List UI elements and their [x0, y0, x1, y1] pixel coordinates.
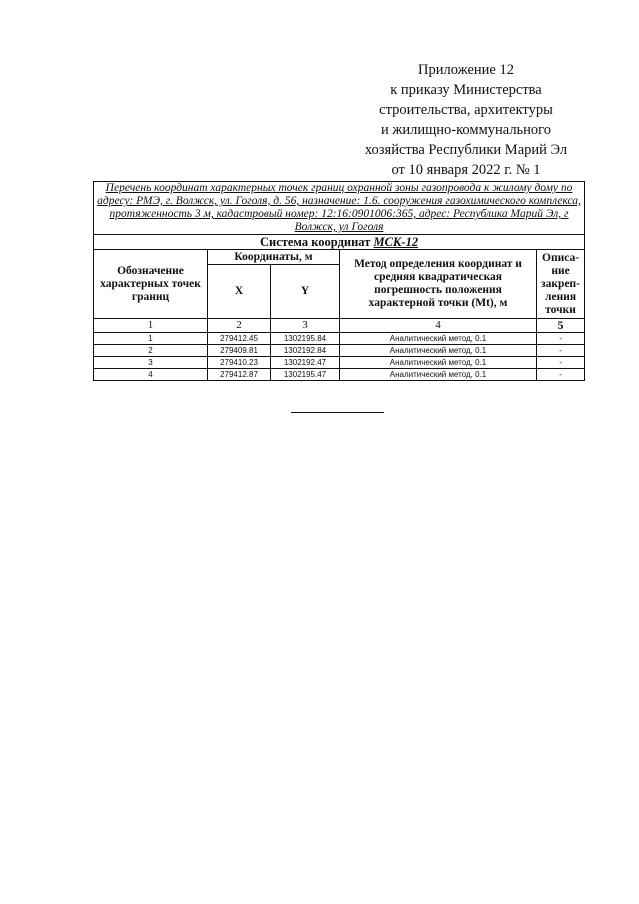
- closing-divider: [291, 412, 384, 413]
- column-number: 5: [537, 319, 585, 333]
- cell-y: 1302195.47: [271, 369, 340, 381]
- coordinates-table: [93, 181, 585, 381]
- cell-method: Аналитический метод, 0.1: [340, 357, 537, 369]
- appendix-line: к приказу Министерства: [390, 82, 542, 98]
- cell-x: 279409.81: [208, 345, 271, 357]
- appendix-line: хозяйства Республики Марий Эл: [364, 142, 568, 158]
- cell-description: -: [537, 345, 585, 357]
- cell-y: 1302192.84: [271, 345, 340, 357]
- table-row: [94, 357, 585, 369]
- appendix-line: строительства, архитектуры: [379, 102, 553, 118]
- column-number: 2: [208, 319, 271, 333]
- header-designation: Обозначение характерных точек границ: [94, 250, 208, 319]
- coordinate-system-label: Система координат: [259, 234, 374, 249]
- cell-y: 1302192.47: [271, 357, 340, 369]
- cell-point: 1: [94, 333, 208, 345]
- column-number: 1: [94, 319, 208, 333]
- cell-x: 279410.23: [208, 357, 271, 369]
- header-coordinates: Координаты, м: [208, 250, 340, 265]
- column-number: 4: [340, 319, 537, 333]
- appendix-line: и жилищно-коммунального: [380, 122, 552, 138]
- cell-point: 4: [94, 369, 208, 381]
- cell-point: 2: [94, 345, 208, 357]
- table-row: [94, 345, 585, 357]
- cell-method: Аналитический метод, 0.1: [340, 369, 537, 381]
- coordinate-system: [94, 235, 585, 250]
- header-x: X: [208, 265, 271, 319]
- column-number: 3: [271, 319, 340, 333]
- appendix-line: Приложение 12: [418, 62, 514, 78]
- table-row: [94, 369, 585, 381]
- cell-point: 3: [94, 357, 208, 369]
- cell-method: Аналитический метод, 0.1: [340, 345, 537, 357]
- cell-y: 1302195.84: [271, 333, 340, 345]
- table-row: [94, 333, 585, 345]
- header-description: Описа-ние закреп-ления точки: [537, 250, 585, 319]
- table-title: Перечень координат характерных точек границ охранной зоны газопровода к жилому дому по адресу: РМЭ, г. Волжск, ул. Гоголя, д. 56, назначение: 1.6. сооружения газохимического комплекса, протяженность 3 м, кадастровый номер: 12:16:0901006:365, адрес: Республика Марий Эл, г Волжск, ул Гоголя: [94, 182, 585, 235]
- cell-description: -: [537, 369, 585, 381]
- cell-x: 279412.87: [208, 369, 271, 381]
- cell-description: -: [537, 333, 585, 345]
- coordinate-system-value: МСК-12: [373, 234, 419, 249]
- cell-method: Аналитический метод, 0.1: [340, 333, 537, 345]
- cell-description: -: [537, 357, 585, 369]
- cell-x: 279412.45: [208, 333, 271, 345]
- appendix-header: [330, 60, 602, 180]
- appendix-line: от 10 января 2022 г. № 1: [391, 162, 541, 178]
- header-y: Y: [271, 265, 340, 319]
- header-method: Метод определения координат и средняя квадратическая погрешность положения характерной точки (Mt), м: [340, 250, 537, 319]
